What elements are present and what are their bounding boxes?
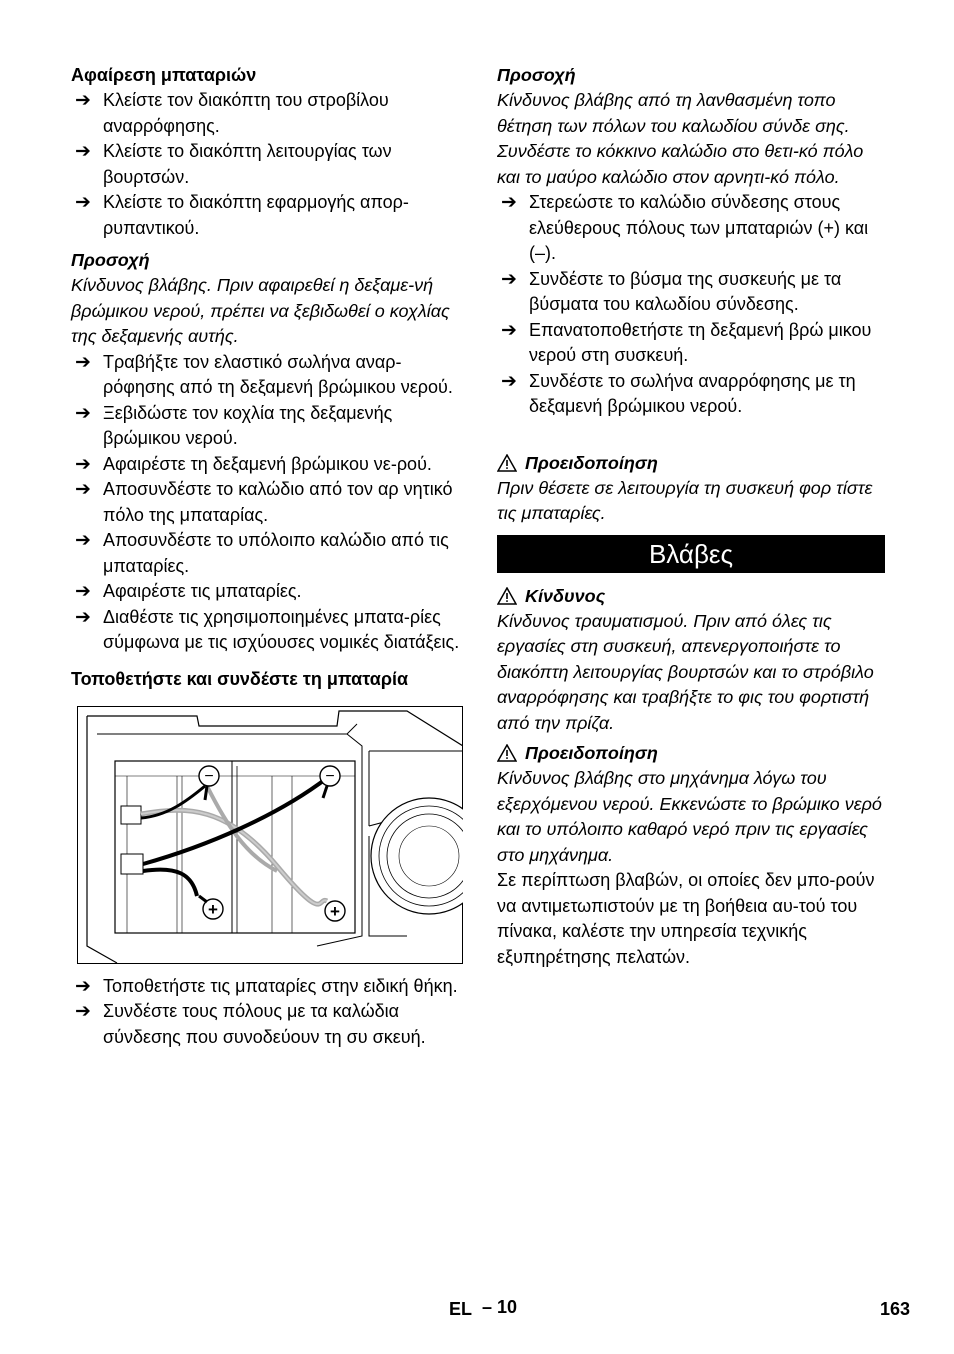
danger-heading: [497, 583, 885, 609]
list-item: ➔ Τοποθετήστε τις μπαταρίες στην ειδική θήκη.: [71, 974, 463, 1000]
right-column: [497, 62, 885, 970]
final-text: Σε περίπτωση βλαβών, οι οποίες δεν μπο-ρούν να αντιμετωπιστούν με τη βοήθεια αυ-τού του πίνακα, καλέστε την υπηρεσία τεχνικής εξυπηρέτησης πελατών.: [497, 870, 875, 967]
list-item: ➔ Κλείστε τον διακόπτη του στροβίλου αναρρόφησης.: [75, 90, 389, 136]
list-item: ➔ Αποσυνδέστε το υπόλοιπο καλώδιο από τις μπαταρίες.: [75, 530, 449, 576]
arrow-right-icon: ➔: [75, 453, 91, 475]
list-removal-steps-2: [71, 350, 463, 656]
battery-installation-figure: [77, 706, 463, 964]
caution-text-right: Κίνδυνος βλάβης από τη λανθασμένη τοπο θέτηση των πόλων του καλωδίου σύνδε σης. Συνδέστε το κόκκινο καλώδιο στο θετι-κό πόλο και το μαύρο καλώδιο στον αρνητι-κό πόλο.: [497, 90, 864, 187]
plus-symbol-left: +: [208, 899, 218, 919]
arrow-right-icon: ➔: [75, 1001, 91, 1022]
arrow-right-icon: ➔: [75, 402, 91, 424]
danger-text: Κίνδυνος τραυματισμού. Πριν από όλες τις εργασίες στη συσκευή, απενεργοποιήστε το διακόπτη λειτουργίας βουρτσών και το στρόβιλο αναρρόφησης και τραβήξτε το φις του φορτιστή από την πρίζα.: [497, 610, 874, 733]
list-connect-steps: [497, 190, 885, 420]
plus-symbol-right: +: [330, 901, 340, 921]
section-title-faults: Βλάβες: [497, 535, 885, 573]
list-item: ➔ Αφαιρέστε τις μπαταρίες.: [71, 579, 463, 605]
arrow-right-icon: ➔: [75, 90, 91, 111]
left-column: [71, 62, 463, 1050]
footer-local-page: – 10: [482, 1297, 518, 1317]
battery-pack: [115, 761, 355, 933]
list-item: ➔ Συνδέστε τους πόλους με τα καλώδια σύνδεσης που συνοδεύουν τη συ σκευή.: [75, 1001, 426, 1047]
arrow-right-icon: ➔: [75, 479, 91, 500]
danger-title: Κίνδυνος: [525, 585, 606, 606]
list-item: ➔ Αφαιρέστε τη δεξαμενή βρώμικου νε-ρού.: [71, 452, 463, 478]
arrow-right-icon: ➔: [501, 268, 517, 290]
list-item: ➔ Στερεώστε το καλώδιο σύνδεσης στους ελεύθερους πόλους των μπαταριών (+) και (–).: [501, 192, 869, 263]
connector-plug-bottom: [121, 854, 143, 874]
connector-plug-top: [121, 806, 141, 824]
warning-heading-1: [497, 450, 885, 476]
warning-triangle-icon: [497, 454, 517, 472]
arrow-right-icon: ➔: [501, 370, 517, 392]
list-item: ➔ Ξεβιδώστε τον κοχλία της δεξαμενής βρώμικου νερού.: [75, 402, 393, 448]
caution-title-right: Προσοχή: [497, 65, 576, 85]
caution-text: Κίνδυνος βλάβης. Πριν αφαιρεθεί η δεξαμε-νή βρώμικου νερού, πρέπει να ξεβιδωθεί ο κοχλίας της δεξαμενής αυτής.: [71, 275, 450, 346]
list-item: ➔ Επανατοποθετήστε τη δεξαμενή βρώ μικου νερού στη συσκευή.: [501, 319, 872, 365]
arrow-right-icon: ➔: [75, 192, 91, 213]
caution-title: Προσοχή: [71, 250, 150, 270]
warning-text-1: Πριν θέσετε σε λειτουργία τη συσκευή φορ τίστε τις μπαταρίες.: [497, 477, 873, 523]
list-item: ➔ Κλείστε το διακόπτη εφαρμογής απορ-ρυπαντικού.: [75, 192, 409, 238]
footer-page-number: 163: [880, 1299, 911, 1319]
heading-battery-removal: Αφαίρεση μπαταριών: [71, 65, 257, 85]
arrow-right-icon: ➔: [75, 351, 91, 373]
minus-symbol-right: −: [325, 767, 335, 785]
list-install-steps: [71, 974, 463, 1051]
warning-heading-2: [497, 740, 885, 766]
arrow-right-icon: ➔: [75, 975, 91, 997]
warning-text-2: Κίνδυνος βλάβης στο μηχάνημα λόγω του εξερχόμενου νερού. Εκκενώστε το βρώμικο νερό και το υπόλοιπο καθαρό νερό πριν τις εργασίες στο μηχάνημα.: [497, 768, 882, 865]
minus-symbol-left: −: [204, 767, 214, 785]
arrow-right-icon: ➔: [75, 581, 91, 602]
warning-title-2: Προειδοποίηση: [525, 743, 658, 763]
list-item: ➔ Διαθέστε τις χρησιμοποιημένες μπατα-ρίες σύμφωνα με τις ισχύουσες νομικές διατάξεις.: [75, 606, 460, 652]
list-removal-steps-1: [71, 88, 463, 241]
list-item: ➔ Τραβήξτε τον ελαστικό σωλήνα αναρ-ρόφησης από τη δεξαμενή βρώμικου νερού.: [75, 351, 453, 397]
warning-triangle-icon: [497, 587, 517, 605]
heading-install-battery: Τοποθετήστε και συνδέστε τη μπαταρία: [71, 668, 409, 689]
list-item: ➔ Κλείστε το διακόπτη λειτουργίας των βουρτσών.: [75, 141, 392, 187]
arrow-right-icon: ➔: [75, 606, 91, 628]
arrow-right-icon: ➔: [501, 192, 517, 213]
list-item: ➔ Συνδέστε το βύσμα της συσκευής με τα βύσματα του καλωδίου σύνδεσης.: [501, 268, 842, 314]
arrow-right-icon: ➔: [501, 319, 517, 341]
arrow-right-icon: ➔: [75, 141, 91, 162]
arrow-right-icon: ➔: [75, 530, 91, 551]
list-item: ➔ Συνδέστε το σωλήνα αναρρόφησης με τη δεξαμενή βρώμικου νερού.: [501, 370, 856, 416]
list-item: ➔ Αποσυνδέστε το καλώδιο από τον αρ νητικό πόλο της μπαταρίας.: [75, 479, 453, 525]
warning-title-1: Προειδοποίηση: [525, 452, 658, 473]
warning-triangle-icon: [497, 744, 517, 762]
footer-language: EL: [449, 1299, 473, 1319]
